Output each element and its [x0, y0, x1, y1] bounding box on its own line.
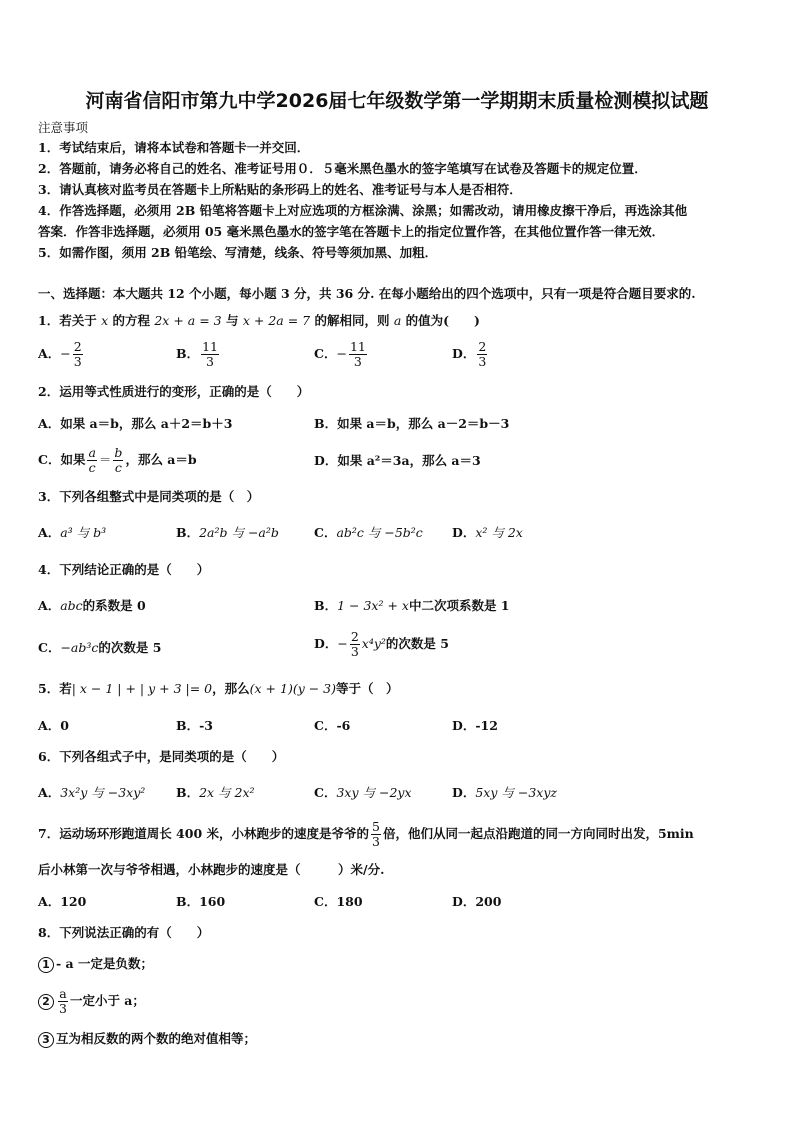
- question-8-statement-1: 1 - a 一定是负数；: [38, 956, 153, 973]
- question-2-option-d[interactable]: D．如果 a²＝3a，那么 a＝3: [314, 453, 481, 468]
- notice-item-2: 2．答题前，请务必将自己的姓名、准考证号用０．５毫米黑色墨水的签字笔填写在试卷及答题卡的规定位置．: [38, 161, 647, 176]
- question-6-stem: 6．下列各组式子中，是同类项的是（ ）: [38, 749, 285, 764]
- notice-item-1: 1．考试结束后，请将本试卷和答题卡一并交回．: [38, 140, 310, 155]
- question-1-stem: 1．若关于 x 的方程 2x + a = 3 与 x + 2a = 7 的解相同，则 a 的值为( ): [38, 313, 480, 328]
- notice-item-4-cont: 答案．作答非选择题，必须用 05 毫米黑色墨水的签字笔在答题卡上的指定位置作答，在其他位置作答一律无效．: [38, 224, 665, 239]
- question-6-option-c[interactable]: C．3xy 与 −2yx: [314, 785, 412, 800]
- question-5-option-c[interactable]: C．-6: [314, 718, 351, 733]
- question-4-option-a[interactable]: A．abc的系数是 0: [38, 598, 146, 613]
- question-7-option-c[interactable]: C．180: [314, 894, 363, 909]
- notice-item-4: 4．作答选择题，必须用 2B 铅笔将答题卡上对应选项的方框涂满、涂黑；如需改动，请用橡皮擦干净后，再选涂其他: [38, 203, 688, 218]
- question-7-option-a[interactable]: A．120: [38, 894, 87, 909]
- question-5-option-b[interactable]: B．-3: [176, 718, 213, 733]
- section-heading: 一、选择题：本大题共 12 个小题，每小题 3 分，共 36 分. 在每小题给出的四个选项中，只有一项是符合题目要求的.: [38, 286, 696, 301]
- question-6-option-d[interactable]: D．5xy 与 −3xyz: [452, 785, 557, 800]
- question-3-option-b[interactable]: B．2a²b 与 −a²b: [176, 525, 279, 540]
- question-4-option-b[interactable]: B．1 − 3x² + x中二次项系数是 1: [314, 598, 510, 613]
- question-3-stem: 3．下列各组整式中是同类项的是（ ）: [38, 489, 260, 504]
- page-title: 河南省信阳市第九中学2026届七年级数学第一学期期末质量检测模拟试题: [85, 90, 709, 112]
- notice-item-3: 3．请认真核对监考员在答题卡上所粘贴的条形码上的姓名、准考证号与本人是否相符．: [38, 182, 522, 197]
- question-2-option-c[interactable]: C．如果 $\frac{a}{c}$ ＝ $\frac{b}{c}$ ，那么 a＝b: [38, 445, 197, 475]
- question-6-option-a[interactable]: A．3x²y 与 −3xy²: [38, 785, 146, 800]
- notice-item-5: 5．如需作图，须用 2B 铅笔绘、写清楚，线条、符号等须加黑、加粗．: [38, 245, 438, 260]
- question-1-option-b[interactable]: B． $\frac{11}{3}$: [176, 339, 218, 369]
- question-1-option-c[interactable]: C．− $\frac{11}{3}$: [314, 339, 366, 369]
- question-1-option-d[interactable]: D． $\frac{2}{3}$: [452, 339, 487, 369]
- question-4-option-c[interactable]: C．−ab³c的次数是 5: [38, 640, 162, 655]
- question-8-statement-3: 3 互为相反数的两个数的绝对值相等；: [38, 1031, 256, 1048]
- question-8-statement-2: 2 $\frac{a}{3}$ 一定小于 a；: [38, 987, 145, 1016]
- question-7-option-b[interactable]: B．160: [176, 894, 226, 909]
- question-7-stem-cont: 后小林第一次与爷爷相遇，小林跑步的速度是（ ）米/分.: [38, 862, 385, 877]
- notice-heading: 注意事项: [38, 120, 89, 135]
- question-2-option-b[interactable]: B．如果 a＝b，那么 a－2＝b－3: [314, 416, 510, 431]
- question-4-stem: 4．下列结论正确的是（ ）: [38, 562, 210, 577]
- question-5-option-d[interactable]: D．-12: [452, 718, 498, 733]
- question-3-option-c[interactable]: C．ab²c 与 −5b²c: [314, 525, 423, 540]
- question-7-option-d[interactable]: D．200: [452, 894, 502, 909]
- question-5-stem: 5．若| x − 1 | + | y + 3 |= 0，那么(x + 1)(y − 3)等于（ ）: [38, 681, 399, 696]
- question-6-option-b[interactable]: B．2x 与 2x²: [176, 785, 255, 800]
- circled-number-3: 3: [38, 1032, 54, 1048]
- question-5-option-a[interactable]: A．0: [38, 718, 69, 733]
- question-1-option-a[interactable]: A．− $\frac{2}{3}$: [38, 339, 82, 369]
- question-2-stem: 2．运用等式性质进行的变形，正确的是（ ）: [38, 384, 310, 399]
- question-3-option-d[interactable]: D．x² 与 2x: [452, 525, 523, 540]
- question-4-option-d[interactable]: D．− $\frac{2}{3}$ x⁴y²的次数是 5: [314, 629, 449, 659]
- question-8-stem: 8．下列说法正确的有（ ）: [38, 925, 210, 940]
- question-3-option-a[interactable]: A．a³ 与 b³: [38, 525, 107, 540]
- question-7-stem: 7．运动场环形跑道周长 400 米，小林跑步的速度是爷爷的 $\frac{5}{3}$ 倍，他们从同一起点沿跑道的同一方向同时出发，5min: [38, 819, 694, 849]
- circled-number-2: 2: [38, 994, 54, 1010]
- circled-number-1: 1: [38, 957, 54, 973]
- question-2-option-a[interactable]: A．如果 a＝b，那么 a＋2＝b＋3: [38, 416, 233, 431]
